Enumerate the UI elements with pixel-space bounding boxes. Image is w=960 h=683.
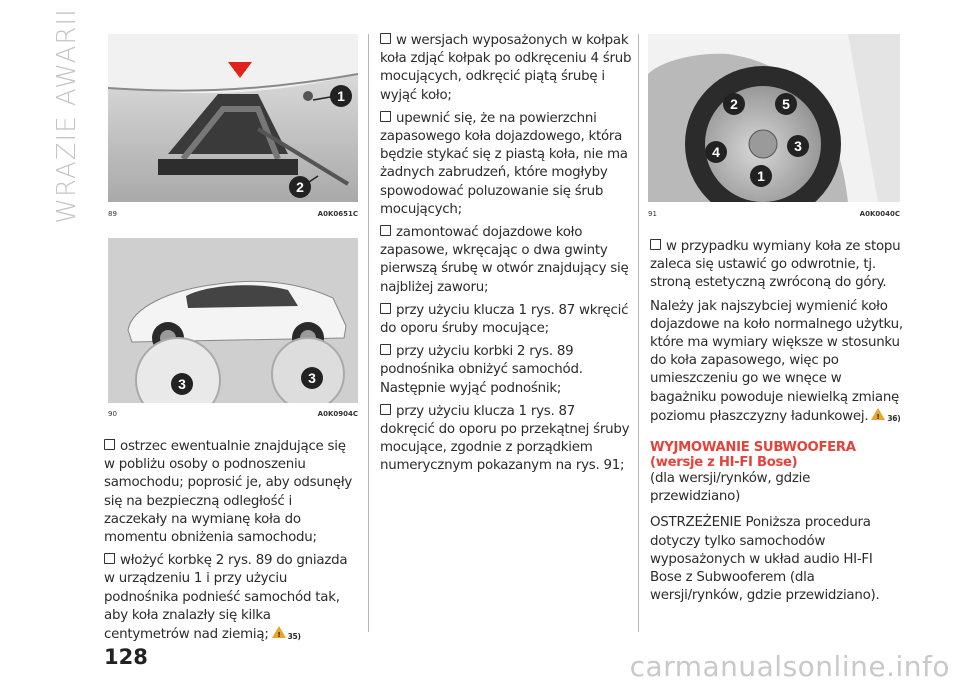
checkbox-bullet-icon: [380, 111, 391, 122]
watermark: carmanualsonline.info: [629, 650, 950, 683]
checkbox-bullet-icon: [380, 303, 391, 314]
column-divider: [638, 34, 639, 632]
checkbox-bullet-icon: [104, 553, 115, 564]
list-item: upewnić się, że na powierzchni zapasowego koła dojazdowego, która będzie stykać się z piastą koła, nie ma żadnych zabrudzeń, które mogłyby spowodować poluzowanie się śrub mocujących;: [380, 110, 628, 217]
figure-code: A0K0040C: [859, 210, 900, 218]
callout-label: 3: [308, 370, 316, 386]
callout-label: 2: [296, 179, 304, 195]
callout-label: 3: [178, 376, 186, 392]
list-item: przy użyciu korbki 2 rys. 89 podnośnika obniżyć samochód. Następnie wyjąć podnośnik;: [380, 344, 583, 396]
section-tab: WRAZIE AWARII: [52, 8, 83, 224]
column-3-text: [650, 238, 904, 610]
list-item: zamontować dojazdowe koło zapasowe, wkręcając o dwa gwinty pierwszą śrubę w otwór znajdujący się najbliżej zaworu;: [380, 225, 629, 295]
list-item: ostrzec ewentualnie znajdujące się w pobliżu osoby o podnoszeniu samochodu; poprosić je, aby odsunęły się na bezpieczną odległość i zaczekały na wymianę koła do momentu obniżenia samochodu;: [104, 439, 353, 546]
callout-label: 1: [337, 88, 345, 104]
figure-number: 91: [648, 210, 657, 218]
figure-number: 90: [108, 410, 117, 418]
list-item: przy użyciu klucza 1 rys. 87 dokręcić do oporu po przekątnej śruby mocujące, zgodnie z porządkiem numerycznym pokazanym na rys. 91;: [380, 403, 630, 474]
list-item: przy użyciu klucza 1 rys. 87 wkręcić do oporu śruby mocujące;: [380, 302, 629, 337]
paragraph: OSTRZEŻENIE Poniższa procedura dotyczy tylko samochodów wyposażonych w układ audio HI-FI Bose z Subwooferem (dla wersji/rynków, gdzie przewidziano).: [650, 515, 880, 604]
figure-91-caption: [648, 210, 900, 218]
figure-89-caption: [108, 210, 358, 218]
checkbox-bullet-icon: [380, 225, 391, 236]
checkbox-bullet-icon: [104, 439, 115, 450]
callout-label: 4: [712, 144, 720, 160]
list-item: w wersjach wyposażonych w kołpak koła zdjąć kołpak po odkręceniu 4 śrub mocujących, odkręcić piątą śrubę i wyjąć koło;: [380, 33, 632, 103]
paragraph: Należy jak najszybciej wymienić koło dojazdowe na koło normalnego użytku, które ma wymiary większe w stosunku do koła zapasowego, więc po umieszczeniu go we wnęce w bagażniku powoduje niewielką zmianę poziomu płaszczyzny ładunkowej. ! 36): [650, 298, 903, 424]
callout-label: 3: [794, 138, 802, 154]
column-2-text: [380, 32, 632, 481]
footnote-ref: 35): [287, 632, 301, 642]
svg-text:!: !: [277, 631, 281, 640]
figure-90-caption: [108, 410, 358, 418]
checkbox-bullet-icon: [380, 404, 391, 415]
warning-triangle-icon: [870, 407, 886, 421]
list-item: w przypadku wymiany koła ze stopu zaleca się ustawić go odwrotnie, tj. stroną estetyczną zwróconą do góry.: [650, 239, 901, 291]
checkbox-bullet-icon: [650, 239, 661, 250]
figure-number: 89: [108, 210, 117, 218]
checkbox-bullet-icon: [380, 344, 391, 355]
warning-triangle-icon: [271, 625, 287, 639]
callout-label: 2: [730, 96, 738, 112]
page-number: 128: [104, 645, 148, 669]
footnote-ref: 36): [887, 413, 901, 423]
column-divider: [368, 34, 369, 632]
column-1-text: [104, 438, 356, 651]
figure-code: A0K0651C: [317, 210, 358, 218]
figure-code: A0K0904C: [317, 410, 358, 418]
list-item: włożyć korbkę 2 rys. 89 do gniazda w urządzeniu 1 i przy użyciu podnośnika podnieść samochód tak, aby koła znalazły się kilka centymetrów nad ziemią; ! 35): [104, 553, 348, 643]
callout-label: 1: [757, 168, 765, 184]
svg-text:!: !: [876, 412, 880, 421]
callout-label: 5: [782, 96, 790, 112]
checkbox-bullet-icon: [380, 33, 391, 44]
section-heading: WYJMOWANIE SUBWOOFERA (wersje z HI-FI Bose): [650, 440, 856, 471]
paragraph: (dla wersji/rynków, gdzie przewidziano): [650, 471, 811, 505]
